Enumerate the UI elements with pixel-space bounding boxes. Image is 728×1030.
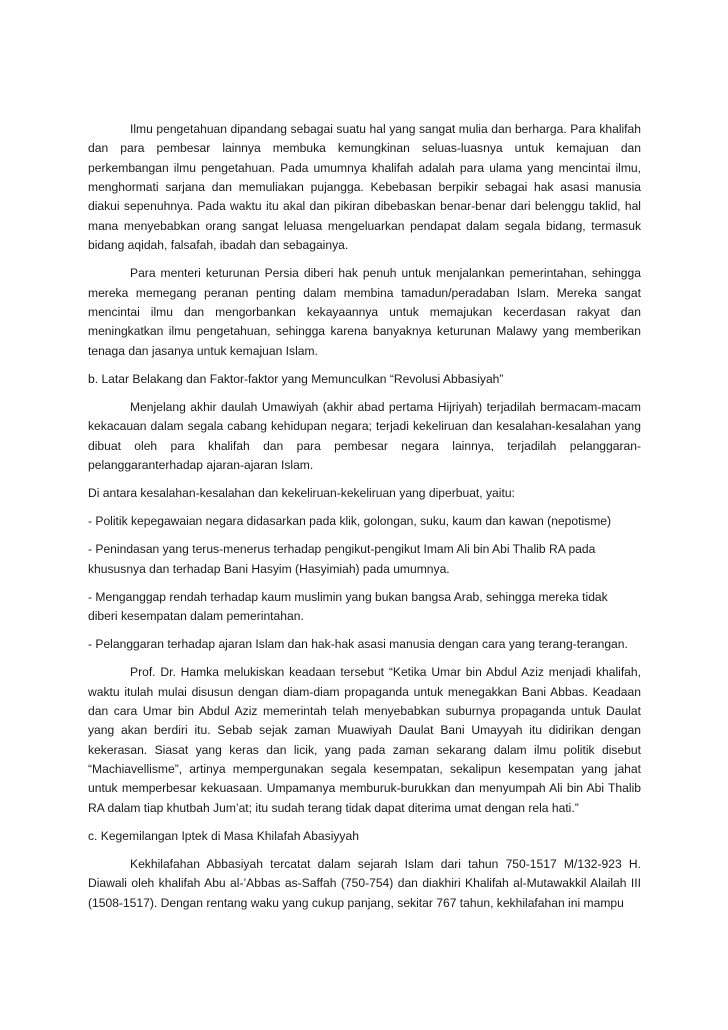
list-item-line: diberi kesempatan dalam pemerintahan. [88, 609, 304, 624]
paragraph-ilmu-pengetahuan: Ilmu pengetahuan dipandang sebagai suatu hal yang sangat mulia dan berharga. Para khalifah dan para pembesar lainnya membuka kemungkinan seluas-luasnya untuk kemajuan dan perkembangan ilmu pengetahuan. Pada umumnya khalifah adalah para ulama yang mencintai ilmu, menghormati sarjana dan memuliakan pujangga. Kebebasan berpikir sebagai hak asasi manusia diakui sepenuhnya. Pada waktu itu akal dan pikiran dibebaskan benar-benar dari belenggu taklid, hal mana menyebabkan orang sangat leluasa mengeluarkan pendapat dalam segala bidang, termasuk bidang aqidah, falsafah, ibadah dan sebagainya. [88, 122, 641, 253]
paragraph-menjelang-akhir: Menjelang akhir daulah Umawiyah (akhir abad pertama Hijriyah) terjadilah bermacam-macam kekacauan dalam segala cabang kehidupan negara; terjadi kekeliruan dan kesalahan-kesalahan yang dibuat oleh para khalifah dan para pembesar negara lainnya, terjadilah pelanggaran-pelanggaranterhadap ajaran-ajaran Islam. [88, 399, 641, 472]
document-page [88, 120, 641, 913]
paragraph-di-antara: Di antara kesalahan-kesalahan dan kekeliruan-kekeliruan yang diperbuat, yaitu: [88, 486, 515, 501]
list-item-menganggap-rendah [88, 588, 641, 627]
section-heading-b: b. Latar Belakang dan Faktor-faktor yang Memunculkan “Revolusi Abbasiyah” [88, 371, 504, 386]
list-item-pelanggaran: - Pelanggaran terhadap ajaran Islam dan hak-hak asasi manusia dengan cara yang terang-terangan. [88, 637, 628, 652]
list-item-line: khususnya dan terhadap Bani Hasyim (Hasyimiah) pada umumnya. [88, 561, 450, 576]
list-item-politik-kepegawaian: - Politik kepegawaian negara didasarkan pada klik, golongan, suku, kaum dan kawan (nepotisme) [88, 514, 612, 529]
paragraph-menteri-persia: Para menteri keturunan Persia diberi hak penuh untuk menjalankan pemerintahan, sehingga mereka memegang peranan penting dalam membina tamadun/peradaban Islam. Mereka sangat mencintai ilmu dan mengorbankan kekayaannya untuk memajukan kecerdasan rakyat dan meningkatkan ilmu pengetahuan, sehingga karena banyaknya keturunan Malawy yang memberikan tenaga dan jasanya untuk kemajuan Islam. [88, 266, 641, 358]
list-item-line: - Penindasan yang terus-menerus terhadap pengikut-pengikut Imam Ali bin Abi Thalib RA pada [88, 542, 596, 557]
list-item-line: - Menganggap rendah terhadap kaum muslimin yang bukan bangsa Arab, sehingga mereka tidak [88, 589, 608, 604]
section-heading-c: c. Kegemilangan Iptek di Masa Khilafah Abasiyyah [88, 828, 359, 843]
list-item-penindasan [88, 540, 641, 579]
paragraph-hamka-quote: Prof. Dr. Hamka melukiskan keadaan tersebut “Ketika Umar bin Abdul Aziz menjadi khalifah, waktu itulah mulai disusun dengan diam-diam propaganda untuk menegakkan Bani Abbas. Keadaan dan cara Umar bin Abdul Aziz memerintah telah menyebabkan suburnya propaganda untuk Daulat yang akan berdiri itu. Sebab sejak zaman Muawiyah Daulat Bani Umayyah itu didirikan dengan kekerasan. Siasat yang keras dan licik, yang pada zaman sekarang dalam ilmu politik disebut “Machiavellisme”, artinya mempergunakan segala kesempatan, sekalipun kesempatan yang jahat untuk memperbesar kekuasaan. Umpamanya memburuk-burukkan dan menyumpah Ali bin Abi Thalib RA dalam tiap khutbah Jum’at; itu sudah terang tidak dapat diterima umat dengan rela hati.” [88, 665, 641, 815]
paragraph-kekhilafahan-abbasiyah: Kekhilafahan Abbasiyah tercatat dalam sejarah Islam dari tahun 750-1517 M/132-923 H. Diawali oleh khalifah Abu al-’Abbas as-Saffah (750-754) dan diakhiri Khalifah al-Mutawakkil Alailah III (1508-1517). Dengan rentang waku yang cukup panjang, sekitar 767 tahun, kekhilafahan ini mampu [88, 857, 641, 910]
